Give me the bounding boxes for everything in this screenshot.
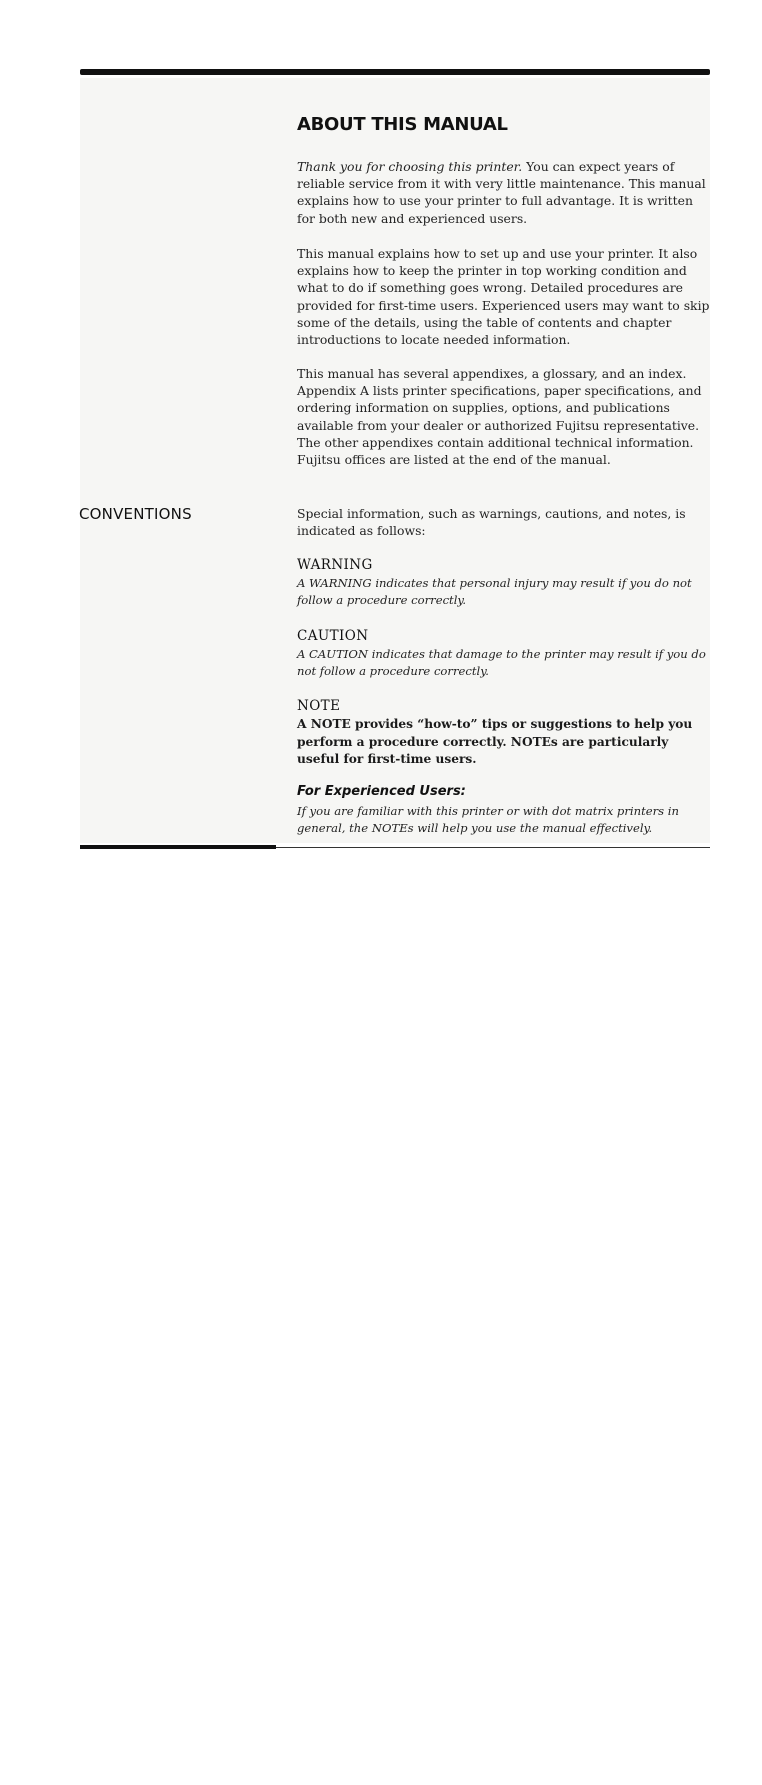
bottom-rule-thin (276, 847, 710, 848)
warning-text: A WARNING indicates that personal injury may result if you do not follow a procedure correctly. (297, 576, 692, 608)
about-paragraph-1-body: You can expect years of reliable service from it with very little maintenance. This manual explains how to use your printer to full advantage. It is written for both new and experienced users. (297, 159, 706, 226)
experienced-users-label: For Experienced Users: (297, 784, 466, 799)
caution-text: A CAUTION indicates that damage to the printer may result if you do not follow a procedure correctly. (297, 647, 706, 679)
about-heading: ABOUT THIS MANUAL (297, 114, 508, 135)
about-paragraph-1-lead: Thank you for choosing this printer. (297, 159, 523, 174)
bottom-rule-thick (80, 845, 276, 849)
about-paragraph-3: This manual has several appendixes, a glossary, and an index. Appendix A lists printer specifications, paper specifications, and ordering information on supplies, options, and publications available from your dealer or authorized Fujitsu representative. The other appendixes contain additional technical information. Fujitsu offices are listed at the end of the manual. (297, 366, 702, 468)
top-rule (80, 69, 710, 75)
conventions-intro: Special information, such as warnings, cautions, and notes, is indicated as follows: (297, 506, 686, 539)
about-paragraph-2: This manual explains how to set up and use your printer. It also explains how to keep the printer in top working condition and what to do if something goes wrong. Detailed procedures are provided for first-time users. Experienced users may want to skip some of the details, using the table of contents and chapter introductions to locate needed information. (297, 246, 710, 348)
note-label: NOTE (297, 698, 341, 714)
about-paragraph-1 (297, 158, 712, 227)
conventions-heading: CONVENTIONS (79, 505, 192, 523)
caution-label: CAUTION (297, 628, 369, 644)
warning-label: WARNING (297, 557, 373, 573)
note-text: A NOTE provides “how-to” tips or suggestions to help you perform a procedure correctly. NOTEs are particularly useful for first-time users. (297, 717, 693, 767)
experienced-users-text: If you are familiar with this printer or with dot matrix printers in general, the NOTEs will help you use the manual effectively. (297, 804, 679, 836)
